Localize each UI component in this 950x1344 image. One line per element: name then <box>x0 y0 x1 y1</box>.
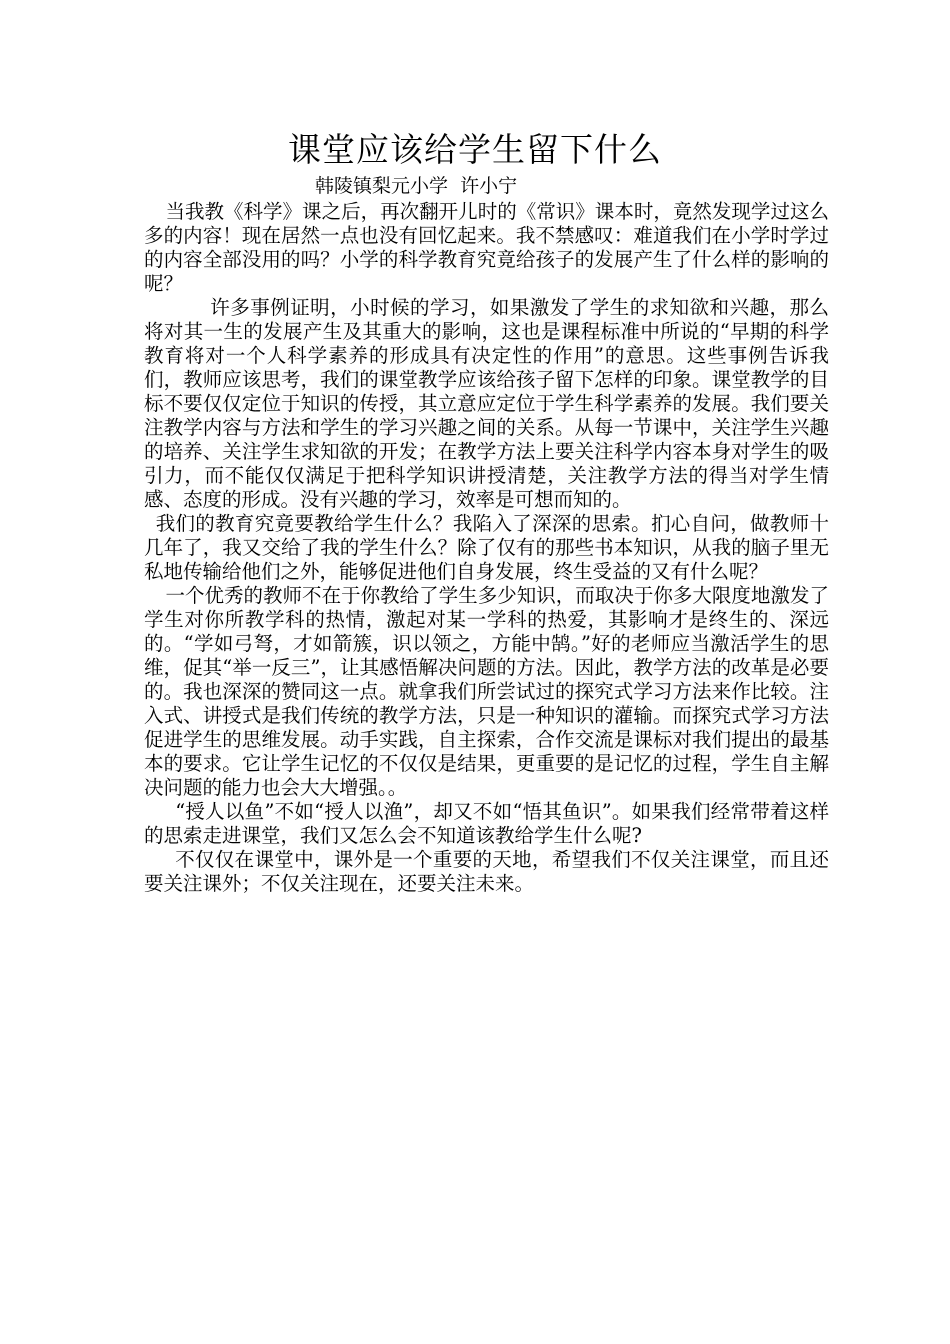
document-body <box>144 200 829 896</box>
paragraph-4: 一个优秀的教师不在于你教给了学生多少知识，而取决于你多大限度地激发了学生对你所教学科的热情，激起对某一学科的热爱，其影响才是终生的、深远的。“学如弓弩，才如箭簇，识以领之，方能中鹄。”好的老师应当激活学生的思维，促其“举一反三”，让其感悟解决问题的方法。因此，教学方法的改革是必要的。我也深深的赞同这一点。就拿我们所尝试过的探究式学习方法来作比较。注入式、讲授式是我们传统的教学方法，只是一种知识的灌输。而探究式学习方法促进学生的思维发展。动手实践，自主探索，合作交流是课标对我们提出的最基本的要求。它让学生记忆的不仅仅是结果，更重要的是记忆的过程，学生自主解决问题的能力也会大大增强。。 <box>144 584 829 799</box>
paragraph-2: 许多事例证明，小时候的学习，如果激发了学生的求知欲和兴趣，那么将对其一生的发展产生及其重大的影响，这也是课程标准中所说的“早期的科学教育将对一个人科学素养的形成具有决定性的作用”的意思。这些事例告诉我们，教师应该思考，我们的课堂教学应该给孩子留下怎样的印象。课堂教学的目标不要仅仅定位于知识的传授，其立意应定位于学生科学素养的发展。我们要关注教学内容与方法和学生的学习兴趣之间的关系。从每一节课中，关注学生兴趣的培养、关注学生求知欲的开发；在教学方法上要关注科学内容本身对学生的吸引力，而不能仅仅满足于把科学知识讲授清楚，关注教学方法的得当对学生情感、态度的形成。没有兴趣的学习，效率是可想而知的。 <box>144 296 829 511</box>
paragraph-6: 不仅仅在课堂中，课外是一个重要的天地，希望我们不仅关注课堂，而且还要关注课外；不仅关注现在，还要关注未来。 <box>144 848 829 895</box>
document-title: 课堂应该给学生留下什么 <box>288 130 662 169</box>
paragraph-3: 我们的教育究竟要教给学生什么？我陷入了深深的思索。扪心自问，做教师十几年了，我又交给了我的学生什么？除了仅有的那些书本知识，从我的脑子里无私地传输给他们之外，能够促进他们自身发展，终生受益的又有什么呢？ <box>144 512 829 583</box>
author-line: 韩陵镇梨元小学 许小宁 <box>315 175 518 197</box>
paragraph-5: “授人以鱼”不如“授人以渔”，却又不如“悟其鱼识”。如果我们经常带着这样的思索走进课堂，我们又怎么会不知道该教给学生什么呢? <box>144 800 829 847</box>
paragraph-1: 当我教《科学》课之后，再次翻开儿时的《常识》课本时，竟然发现学过这么多的内容！现在居然一点也没有回忆起来。我不禁感叹：难道我们在小学时学过的内容全部没用的吗？小学的科学教育究竟给孩子的发展产生了什么样的影响的呢？ <box>144 200 829 295</box>
